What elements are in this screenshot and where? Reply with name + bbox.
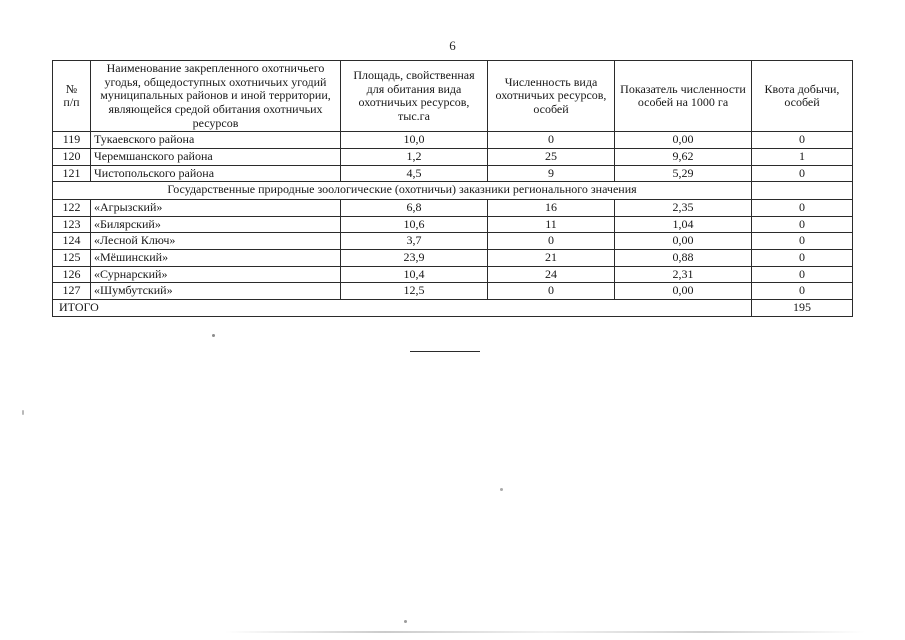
row-area: 10,6: [341, 216, 488, 233]
row-name: «Билярский»: [91, 216, 341, 233]
row-number: 121: [53, 165, 91, 182]
row-quota: 1: [752, 149, 853, 166]
table-row: [53, 283, 853, 300]
row-density: 2,35: [615, 200, 752, 217]
row-quota: 0: [752, 233, 853, 250]
row-name: Тукаевского района: [91, 132, 341, 149]
row-area: 12,5: [341, 283, 488, 300]
row-population: 0: [488, 132, 615, 149]
row-area: 6,8: [341, 200, 488, 217]
table-row: [53, 149, 853, 166]
row-number: 124: [53, 233, 91, 250]
row-density: 0,00: [615, 283, 752, 300]
scan-speck: [22, 410, 24, 415]
row-quota: 0: [752, 283, 853, 300]
row-density: 0,00: [615, 233, 752, 250]
quota-table: [52, 60, 853, 317]
row-area: 23,9: [341, 250, 488, 267]
row-population: 21: [488, 250, 615, 267]
row-number: 127: [53, 283, 91, 300]
row-density: 5,29: [615, 165, 752, 182]
row-number: 126: [53, 266, 91, 283]
row-name: «Шумбутский»: [91, 283, 341, 300]
row-density: 9,62: [615, 149, 752, 166]
header-quota: Квота добычи, особей: [752, 61, 853, 132]
row-quota: 0: [752, 250, 853, 267]
row-quota: 0: [752, 216, 853, 233]
row-population: 16: [488, 200, 615, 217]
table-header-row: [53, 61, 853, 132]
row-number: 120: [53, 149, 91, 166]
header-number: [53, 61, 91, 132]
table-row: [53, 132, 853, 149]
total-quota: 195: [752, 300, 853, 317]
scan-speck: [212, 334, 215, 337]
row-quota: 0: [752, 165, 853, 182]
row-name: «Мёшинский»: [91, 250, 341, 267]
row-area: 10,4: [341, 266, 488, 283]
row-name: «Лесной Ключ»: [91, 233, 341, 250]
table-row: [53, 266, 853, 283]
total-label: ИТОГО: [53, 300, 752, 317]
row-area: 1,2: [341, 149, 488, 166]
row-population: 24: [488, 266, 615, 283]
row-population: 11: [488, 216, 615, 233]
row-number: 119: [53, 132, 91, 149]
header-area: Площадь, свойственная для обитания вида охотничьих ресурсов, тыс.га: [341, 61, 488, 132]
table-row: [53, 250, 853, 267]
row-density: 1,04: [615, 216, 752, 233]
row-population: 0: [488, 233, 615, 250]
row-population: 9: [488, 165, 615, 182]
header-number-line1: №: [65, 81, 78, 96]
row-quota: 0: [752, 266, 853, 283]
row-name: Чистопольского района: [91, 165, 341, 182]
section-quota-empty: [752, 182, 853, 200]
header-number-line2: п/п: [63, 95, 80, 110]
quota-table-container: [52, 60, 852, 317]
total-row: [53, 300, 853, 317]
table-row: [53, 216, 853, 233]
row-area: 3,7: [341, 233, 488, 250]
row-density: 0,00: [615, 132, 752, 149]
row-quota: 0: [752, 132, 853, 149]
scan-speck: [500, 488, 503, 491]
row-area: 4,5: [341, 165, 488, 182]
row-number: 123: [53, 216, 91, 233]
row-density: 0,88: [615, 250, 752, 267]
header-hunting-ground-name: Наименование закрепленного охотничьего угодья, общедоступных охотничьих угодий муниципальных районов и иной территории, являющейся средой обитания охотничьих ресурсов: [91, 61, 341, 132]
header-density: Показатель численности особей на 1000 га: [615, 61, 752, 132]
header-population: Численность вида охотничьих ресурсов, особей: [488, 61, 615, 132]
horizontal-rule: [410, 351, 480, 352]
row-quota: 0: [752, 200, 853, 217]
row-name: «Сурнарский»: [91, 266, 341, 283]
section-title: Государственные природные зоологические (охотничьи) заказники регионального значения: [53, 182, 752, 200]
row-number: 122: [53, 200, 91, 217]
table-row: [53, 165, 853, 182]
scan-speck: [404, 620, 407, 623]
row-number: 125: [53, 250, 91, 267]
row-name: «Агрызский»: [91, 200, 341, 217]
table-row: [53, 200, 853, 217]
row-population: 0: [488, 283, 615, 300]
scan-edge-smudge: [225, 631, 865, 633]
row-area: 10,0: [341, 132, 488, 149]
row-population: 25: [488, 149, 615, 166]
table-row: [53, 233, 853, 250]
row-name: Черемшанского района: [91, 149, 341, 166]
row-density: 2,31: [615, 266, 752, 283]
section-heading-row: [53, 182, 853, 200]
page-number: 6: [449, 38, 456, 53]
